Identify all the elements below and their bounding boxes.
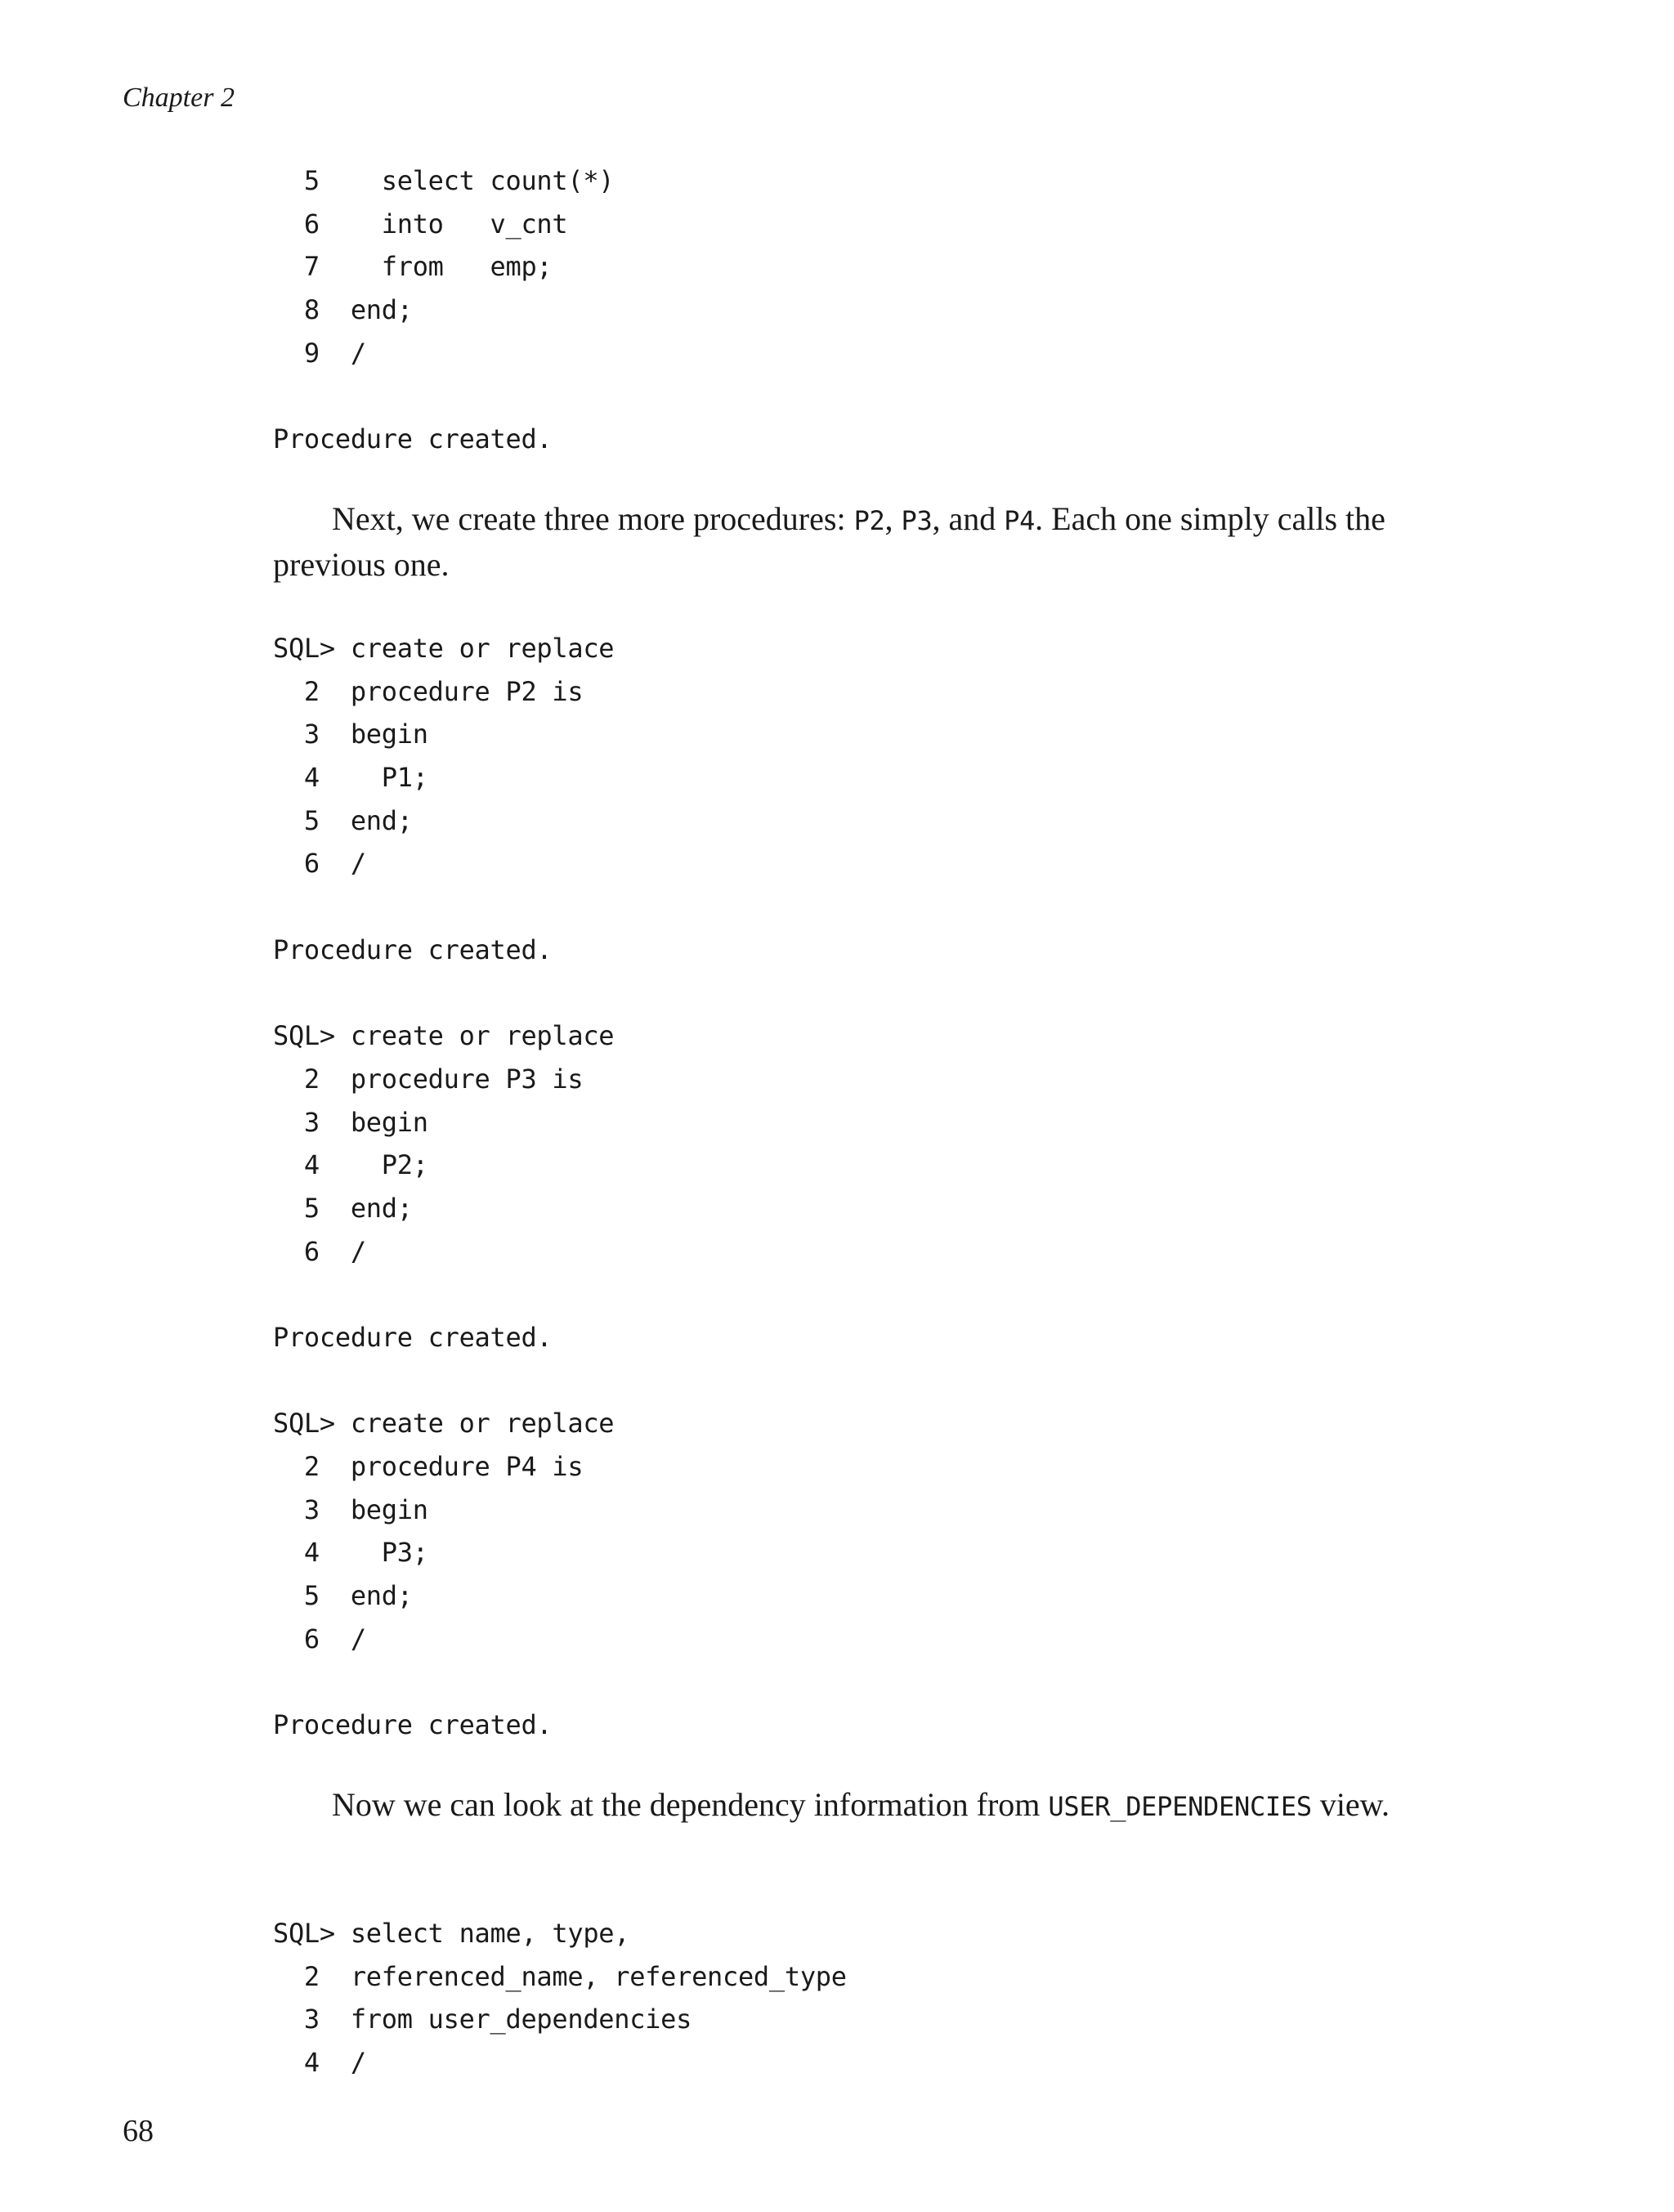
inline-code-user-dependencies: USER_DEPENDENCIES <box>1048 1791 1312 1822</box>
code-line: 5 end; <box>273 1580 413 1612</box>
code-line: 9 / <box>273 337 366 369</box>
code-line: 5 end; <box>273 1192 413 1224</box>
inline-code-p2: P2 <box>853 505 885 536</box>
code-line: Procedure created. <box>273 934 553 965</box>
code-line: 4 P1; <box>273 762 428 794</box>
inline-code-p4: P4 <box>1004 505 1036 536</box>
code-block-procedures-p2-p4 <box>273 627 614 1747</box>
code-line: 6 into v_cnt <box>273 208 568 240</box>
code-line: 3 begin <box>273 719 428 750</box>
paragraph-text: Now we can look at the dependency information from <box>332 1786 1049 1823</box>
code-line: 6 / <box>273 848 366 880</box>
code-line <box>273 1273 614 1316</box>
code-line <box>273 1661 614 1704</box>
code-block-procedure-p1-end <box>273 159 614 461</box>
code-line: SQL> create or replace <box>273 1020 615 1052</box>
code-line <box>273 885 614 929</box>
inline-code-p3: P3 <box>901 505 933 536</box>
code-line: 2 procedure P4 is <box>273 1451 584 1483</box>
code-line: SQL> select name, type, <box>273 1918 630 1949</box>
code-line: SQL> create or replace <box>273 1408 615 1440</box>
code-line: 8 end; <box>273 294 413 326</box>
code-line <box>273 374 614 418</box>
code-line: Procedure created. <box>273 1709 553 1741</box>
code-line: 4 P2; <box>273 1149 428 1181</box>
paragraph-create-procedures <box>273 497 1434 586</box>
code-line: 4 P3; <box>273 1537 428 1569</box>
code-line: 5 select count(*) <box>273 165 615 196</box>
code-line: 3 begin <box>273 1493 428 1525</box>
paragraph-text: , <box>884 500 902 537</box>
code-line <box>273 1359 614 1403</box>
running-header: Chapter 2 <box>123 83 235 113</box>
code-line: Procedure created. <box>273 423 553 455</box>
page-number: 68 <box>123 2114 154 2148</box>
code-line <box>273 972 614 1015</box>
code-line: 5 end; <box>273 804 413 836</box>
paragraph-text: . Each one simply calls the previous one. <box>273 500 1385 583</box>
paragraph-text: Next, we create three more procedures: <box>332 500 854 537</box>
code-line: 7 from emp; <box>273 251 553 283</box>
code-line: 3 from user_dependencies <box>273 2004 692 2035</box>
code-line: SQL> create or replace <box>273 633 615 664</box>
paragraph-text: , and <box>932 500 1005 537</box>
paragraph-text: view. <box>1311 1786 1390 1823</box>
code-line: 3 begin <box>273 1106 428 1138</box>
code-line: 4 / <box>273 2047 366 2079</box>
code-block-select-dependencies <box>273 1912 847 2084</box>
code-line: Procedure created. <box>273 1322 553 1353</box>
code-line: 2 referenced_name, referenced_type <box>273 1960 847 1992</box>
code-line: 6 / <box>273 1623 366 1655</box>
code-line: 2 procedure P3 is <box>273 1063 584 1095</box>
paragraph-user-dependencies <box>273 1783 1434 1829</box>
code-line: 2 procedure P2 is <box>273 675 584 707</box>
code-line: 6 / <box>273 1235 366 1267</box>
